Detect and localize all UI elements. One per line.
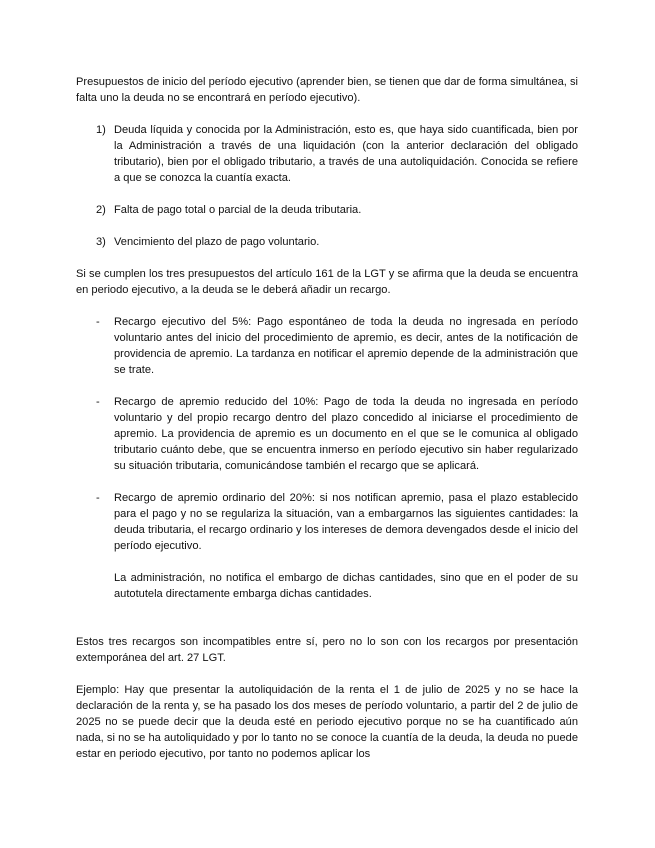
presupuestos-list [76, 122, 578, 250]
document-page [76, 74, 578, 778]
bullet-dash: - [96, 492, 100, 504]
list-number: 2) [96, 204, 106, 216]
recargos-list [76, 314, 578, 602]
list-item [76, 202, 578, 218]
list-item-text: Vencimiento del plazo de pago voluntario. [114, 236, 320, 248]
incompatibility-paragraph: Estos tres recargos son incompatibles entre sí, pero no lo son con los recargos por presentación extemporánea del art. 27 LGT. [76, 636, 578, 664]
list-item-text: Recargo de apremio ordinario del 20%: si nos notifican apremio, pasa el plazo establecido para el pago y no se regulariza la situación, van a embargarnos las siguientes cantidades: la deuda tributaria, el recargo ordinario y los intereses de demora devengados desde el inicio del período ejecutivo. [114, 492, 578, 552]
list-number: 3) [96, 236, 106, 248]
list-item [76, 314, 578, 378]
list-item [76, 490, 578, 602]
intro-paragraph: Presupuestos de inicio del período ejecutivo (aprender bien, se tienen que dar de forma simultánea, si falta uno la deuda no se encontrará en período ejecutivo). [76, 76, 578, 104]
list-item-subparagraph: La administración, no notifica el embargo de dichas cantidades, sino que en el poder de su autotutela directamente embarga dichas cantidades. [114, 572, 578, 600]
list-item [76, 122, 578, 186]
list-item-text: Deuda líquida y conocida por la Administración, esto es, que haya sido cuantificada, bien por la Administración a través de una liquidación (con la anterior declaración del obligado tributario), bien por el obligado tributario, a través de una autoliquidación. Conocida se refiere a que se conozca la cuantía exacta. [114, 124, 578, 184]
list-item-text: Recargo ejecutivo del 5%: Pago espontáneo de toda la deuda no ingresada en período voluntario antes del inicio del procedimiento de apremio, es decir, antes de la notificación de providencia de apremio. La tardanza en notificar el apremio depende de la administración que se trate. [114, 316, 578, 376]
list-item [76, 394, 578, 474]
list-item-text: Falta de pago total o parcial de la deuda tributaria. [114, 204, 362, 216]
bullet-dash: - [96, 396, 100, 408]
list-number: 1) [96, 124, 106, 136]
bullet-dash: - [96, 316, 100, 328]
blank-line [76, 618, 578, 634]
list-item-text: Recargo de apremio reducido del 10%: Pago de toda la deuda no ingresada en período voluntario y del propio recargo dentro del plazo concedido al iniciarse el procedimiento de apremio. La providencia de apremio es un documento en el que se le comunica al obligado tributario cuánto debe, que se encuentra inmerso en período ejecutivo sin haber regularizado su situación tributaria, comunicándose también el recargo que se aplicará. [114, 396, 578, 472]
condition-paragraph: Si se cumplen los tres presupuestos del artículo 161 de la LGT y se afirma que la deuda se encuentra en periodo ejecutivo, a la deuda se le deberá añadir un recargo. [76, 268, 578, 296]
list-item [76, 234, 578, 250]
example-paragraph: Ejemplo: Hay que presentar la autoliquidación de la renta el 1 de julio de 2025 y no se hace la declaración de la renta y, se ha pasado los dos meses de período voluntario, a partir del 2 de julio de 2025 no se puede decir que la deuda esté en periodo ejecutivo porque no se ha cuantificado aún nada, si no se ha autoliquidado y por lo tanto no se conoce la cuantía de la deuda, la deuda no puede estar en periodo ejecutivo, por tanto no podemos aplicar los [76, 684, 578, 760]
